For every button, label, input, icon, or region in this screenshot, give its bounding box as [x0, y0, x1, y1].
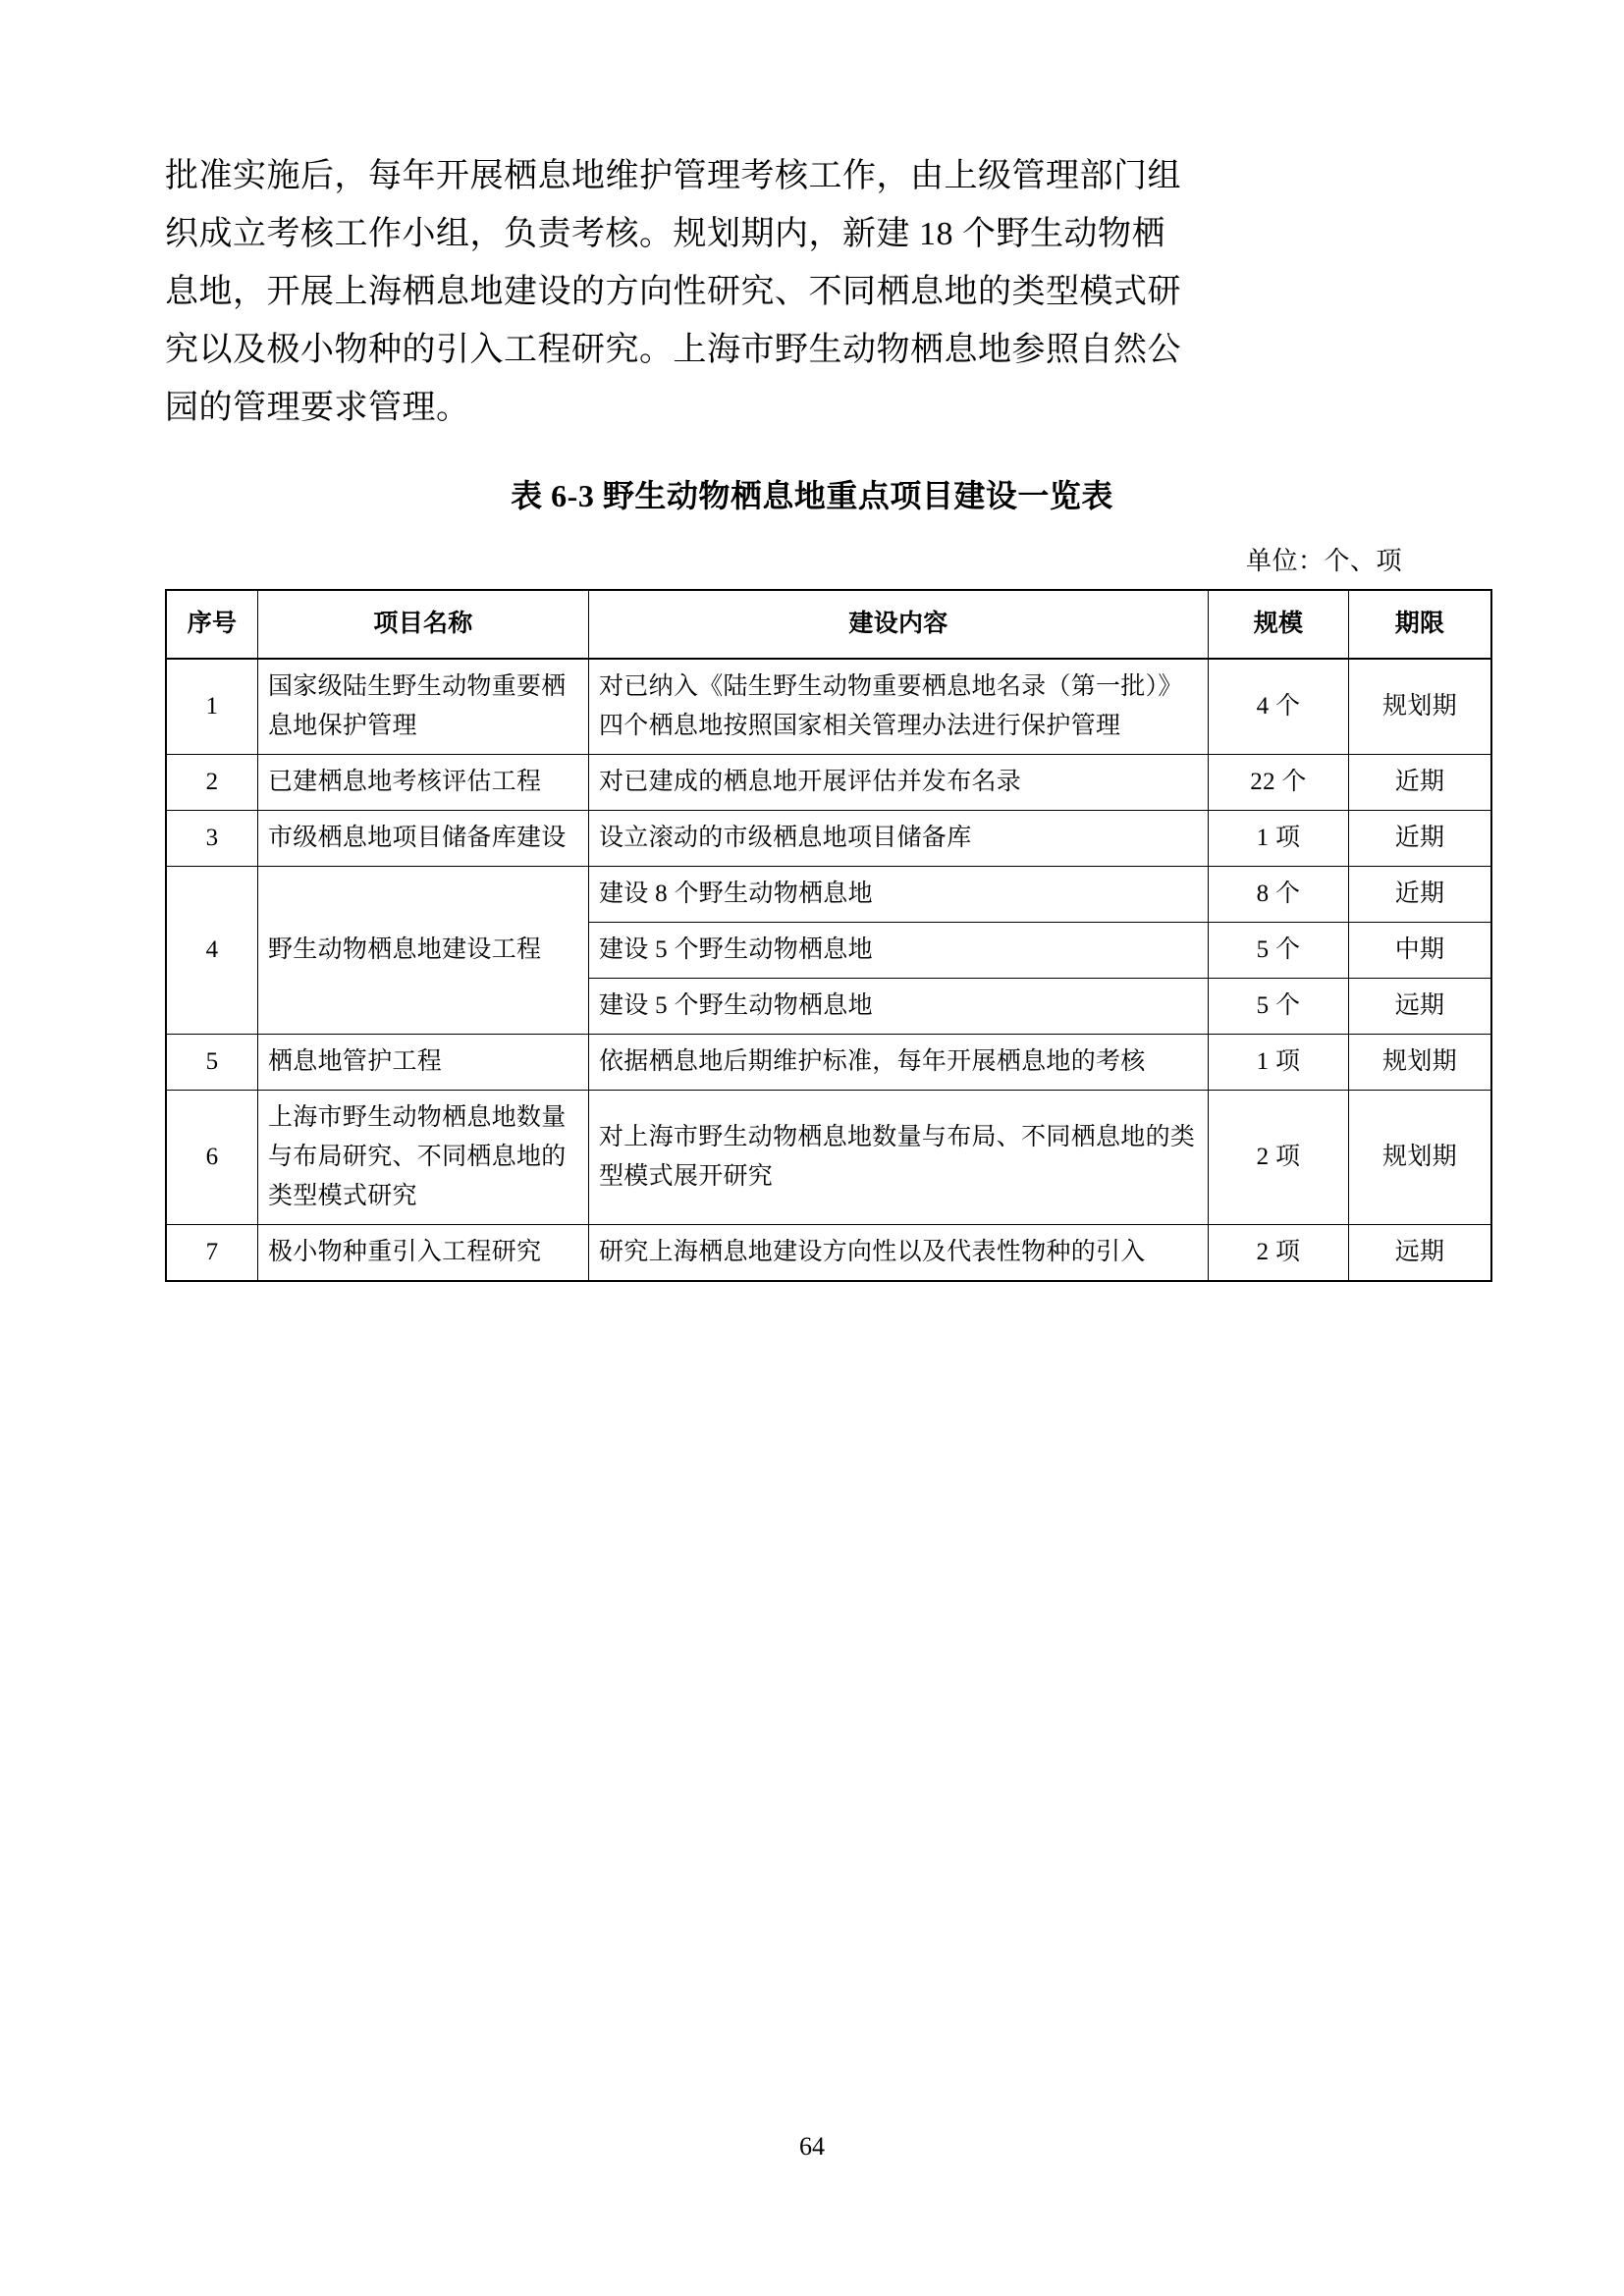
cell-term: 远期: [1349, 979, 1492, 1035]
paragraph-line: 究以及极小物种的引入工程研究。上海市野生动物栖息地参照自然公: [165, 332, 1181, 368]
cell-scale: 5 个: [1209, 979, 1349, 1035]
cell-content: 研究上海栖息地建设方向性以及代表性物种的引入: [589, 1225, 1209, 1282]
cell-term: 近期: [1349, 755, 1492, 811]
table-row: [166, 1225, 1491, 1282]
cell-term: 规划期: [1349, 659, 1492, 755]
cell-content: 建设 8 个野生动物栖息地: [589, 867, 1209, 923]
table-header-term: 期限: [1349, 590, 1492, 659]
cell-content: 对上海市野生动物栖息地数量与布局、不同栖息地的类型模式展开研究: [589, 1091, 1209, 1225]
cell-scale: 1 项: [1209, 811, 1349, 867]
table-header-name: 项目名称: [258, 590, 589, 659]
cell-no: 3: [166, 811, 258, 867]
table-row: [166, 755, 1491, 811]
table-header-row: [166, 590, 1491, 659]
cell-no: 7: [166, 1225, 258, 1282]
cell-content: 建设 5 个野生动物栖息地: [589, 923, 1209, 979]
cell-content: 对已建成的栖息地开展评估并发布名录: [589, 755, 1209, 811]
paragraph-line: 息地，开展上海栖息地建设的方向性研究、不同栖息地的类型模式研: [165, 274, 1181, 310]
cell-name: 极小物种重引入工程研究: [258, 1225, 589, 1282]
cell-name: 上海市野生动物栖息地数量与布局研究、不同栖息地的类型模式研究: [258, 1091, 589, 1225]
cell-scale: 2 项: [1209, 1091, 1349, 1225]
cell-scale: 8 个: [1209, 867, 1349, 923]
cell-name: 国家级陆生野生动物重要栖息地保护管理: [258, 659, 589, 755]
table-row: [166, 1091, 1491, 1225]
cell-no: 1: [166, 659, 258, 755]
cell-name: 栖息地管护工程: [258, 1035, 589, 1091]
cell-scale: 1 项: [1209, 1035, 1349, 1091]
cell-content: 设立滚动的市级栖息地项目储备库: [589, 811, 1209, 867]
table-header-content: 建设内容: [589, 590, 1209, 659]
table-row: [166, 659, 1491, 755]
cell-scale: 5 个: [1209, 923, 1349, 979]
page-number: 64: [799, 2132, 825, 2161]
cell-no: 5: [166, 1035, 258, 1091]
key-projects-table: [165, 589, 1492, 1282]
cell-term: 近期: [1349, 867, 1492, 923]
cell-name: 已建栖息地考核评估工程: [258, 755, 589, 811]
cell-name: 市级栖息地项目储备库建设: [258, 811, 589, 867]
table-row: [166, 1035, 1491, 1091]
cell-term: 远期: [1349, 1225, 1492, 1282]
table-header-no: 序号: [166, 590, 258, 659]
cell-term: 规划期: [1349, 1035, 1492, 1091]
cell-term: 规划期: [1349, 1091, 1492, 1225]
page-content: [165, 147, 1459, 1282]
cell-no: 6: [166, 1091, 258, 1225]
cell-term: 中期: [1349, 923, 1492, 979]
body-paragraph: [165, 147, 1459, 437]
cell-scale: 4 个: [1209, 659, 1349, 755]
cell-scale: 22 个: [1209, 755, 1349, 811]
cell-term: 近期: [1349, 811, 1492, 867]
table-row: [166, 811, 1491, 867]
paragraph-line: 园的管理要求管理。: [165, 390, 470, 426]
table-caption: 表 6-3 野生动物栖息地重点项目建设一览表: [511, 478, 1113, 513]
table-header-scale: 规模: [1209, 590, 1349, 659]
table-row: [166, 867, 1491, 923]
cell-name: 野生动物栖息地建设工程: [258, 867, 589, 1035]
cell-content: 依据栖息地后期维护标准，每年开展栖息地的考核: [589, 1035, 1209, 1091]
table-unit-note: 单位：个、项: [1245, 547, 1402, 575]
paragraph-line: 织成立考核工作小组，负责考核。规划期内，新建 18 个野生动物栖: [165, 216, 1165, 252]
cell-scale: 2 项: [1209, 1225, 1349, 1282]
cell-content: 对已纳入《陆生野生动物重要栖息地名录（第一批）》四个栖息地按照国家相关管理办法进行保护管理: [589, 659, 1209, 755]
cell-no: 2: [166, 755, 258, 811]
cell-content: 建设 5 个野生动物栖息地: [589, 979, 1209, 1035]
paragraph-line: 批准实施后，每年开展栖息地维护管理考核工作，由上级管理部门组: [165, 158, 1181, 194]
cell-no: 4: [166, 867, 258, 1035]
